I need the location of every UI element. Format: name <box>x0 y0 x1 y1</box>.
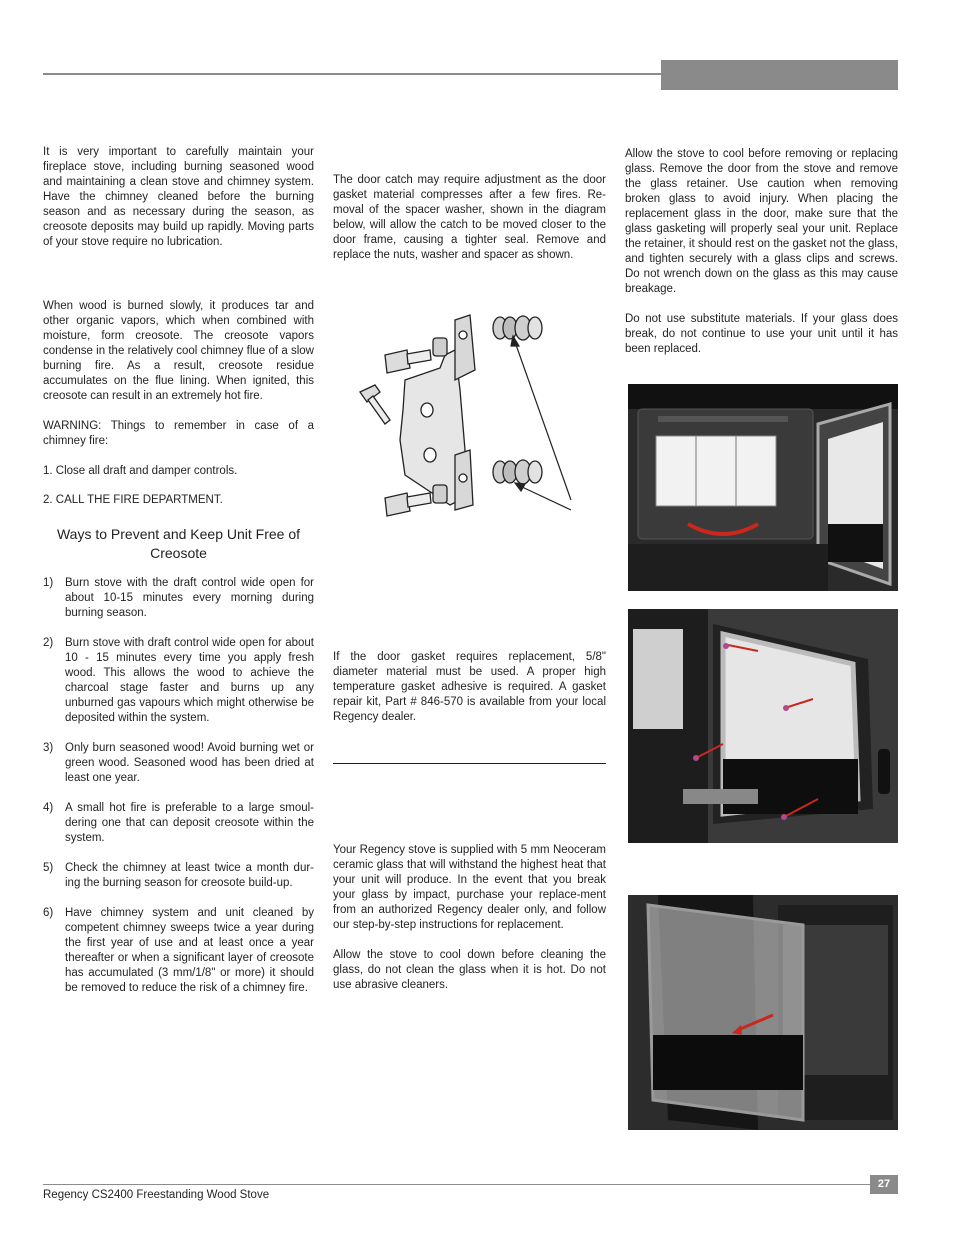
glass-cleaning-paragraph: Allow the stove to cool down before cleaning the glass, do not clean the glass when it is hot. Do not use abrasive cleaners. <box>333 949 606 991</box>
prevention-list <box>43 576 314 996</box>
glass-retainer-photo <box>628 609 898 843</box>
stove-door-open-photo <box>628 384 898 591</box>
maintenance-paragraph: It is very important to carefully maintain your fireplace stove, including burning seasoned wood and maintaining a clean stove and chimney system. Have the chimney cleaned before the burning season and as necessary during the season, as creosote deposits may build up rapidly. Moving parts of your stove require no lubrication. <box>43 146 314 248</box>
page-number: 27 <box>870 1175 898 1194</box>
glass-info-paragraph: Your Regency stove is supplied with 5 mm Neoceram ceramic glass that will withstand the highest heat that your unit will produce. In the event that you break your glass by impact, purchase your replace-ment from an authorized Regency dealer only, and follow our step-by-step instructions for replacement. <box>333 844 606 931</box>
list-item: 3) Only burn seasoned wood! Avoid burning wet or green wood. Seasoned wood has been dried at least one year. <box>43 742 314 784</box>
glass-panel-photo <box>628 895 898 1130</box>
substitute-materials-paragraph: Do not use substitute materials. If your glass does break, do not continue to use your unit until it has been replaced. <box>625 313 898 355</box>
section-divider <box>333 763 606 764</box>
door-catch-diagram <box>345 300 585 530</box>
chimney-fire-step-1: 1. Close all draft and damper controls. <box>43 465 238 477</box>
footer-title: Regency CS2400 Freestanding Wood Stove <box>43 1189 270 1201</box>
list-item: 4) A small hot fire is preferable to a large smoul-dering one that can deposit creosote within the system. <box>43 802 314 844</box>
list-item: 1) Burn stove with the draft control wide open for about 10-15 minutes every morning during burning season. <box>43 577 314 619</box>
header-section-box <box>661 60 898 90</box>
warning-text: WARNING: Things to remember in case of a chimney fire: <box>43 420 314 447</box>
chimney-fire-step-2: 2. CALL THE FIRE DEPARTMENT. <box>43 494 223 506</box>
footer-rule <box>43 1184 870 1185</box>
header-rule <box>43 73 661 75</box>
list-item: 6) Have chimney system and unit cleaned by competent chimney sweeps twice a year during the first year of use and at least once a year thereafter or when a significant layer of creosote has accumulated (3 mm/1/8" or more) it should be removed to reduce the risk of a chimney fire. <box>43 907 314 994</box>
creosote-subheading: Ways to Prevent and Keep Unit Free of Creosote <box>56 526 301 561</box>
list-item: 5) Check the chimney at least twice a month dur-ing the burning season for creosote build-up. <box>43 862 314 889</box>
door-gasket-paragraph: If the door gasket requires replacement, 5/8" diameter material must be used. A proper high temperature gasket adhesive is required. A gasket repair kit, Part # 846-570 is available from your local Regency dealer. <box>333 651 606 723</box>
list-item: 2) Burn stove with draft control wide open for about 10 - 15 minutes every time you apply fresh wood. This allows the wood to achieve the charcoal stage faster and burns up any unburned gas vapours which might otherwise be deposited within the system. <box>43 637 314 724</box>
glass-replacement-paragraph: Allow the stove to cool before removing or replacing glass. Remove the door from the stove and remove the glass retainer. Use caution when removing broken glass to avoid injury. When placing the replacement glass in the door, make sure that the glass gasketing will properly seal your unit. Replace the retainer, it should rest on the gasket not the glass, and tighten securely with a glass clips and screws. Do not wrench down on the glass as this may cause breakage. <box>625 148 898 295</box>
door-catch-paragraph: The door catch may require adjustment as the door gasket material compresses after a few fires. Re-moval of the spacer washer, shown in the diagram below, will allow the catch to be moved closer to the door frame, causing a tighter seal. Remove and replace the nuts, washer and spacer as shown. <box>333 174 606 261</box>
creosote-paragraph: When wood is burned slowly, it produces tar and other organic vapors, which when combined with moisture, form creosote. The creosote vapors condense in the relatively cool chimney flue of a slow burning fire. As a result, creosote residue accumulates on the flue lining. When ignited, this creosote can result in an extremely hot fire. <box>43 300 314 402</box>
